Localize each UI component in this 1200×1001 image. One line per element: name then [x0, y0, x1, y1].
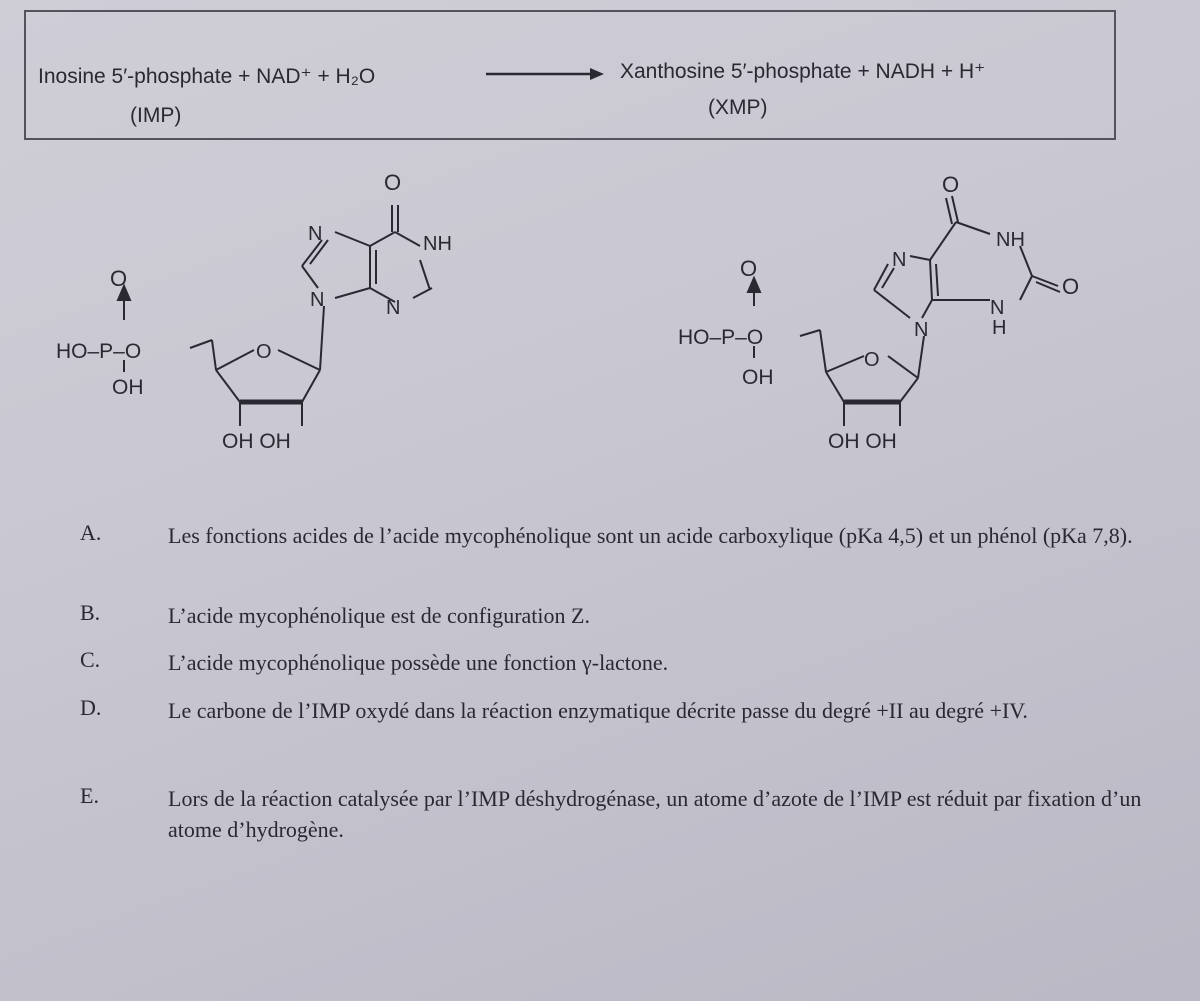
option-text: L’acide mycophénolique possède une fonction γ-lactone.: [168, 650, 669, 675]
xmp-n7-label: N: [892, 249, 907, 271]
imp-structure: [40, 160, 520, 460]
reaction-products: Xanthosine 5′-phosphate + NADH + H⁺: [620, 60, 986, 83]
imp-n9-label: N: [310, 289, 325, 311]
imp-carbonyl-o: O: [384, 170, 402, 195]
option-letter: C.: [80, 647, 101, 672]
imp-nh-label: NH: [423, 233, 452, 255]
xmp-phosphate-oh: OH: [742, 366, 774, 389]
imp-ribose-oh: OH OH: [222, 430, 291, 453]
imp-n3-label: N: [386, 297, 401, 319]
xmp-ribose-o: O: [864, 349, 880, 371]
xmp-n9-label: N: [914, 319, 929, 341]
xmp-h-label: H: [992, 317, 1007, 339]
option-text: L’acide mycophénolique est de configuration Z.: [168, 603, 590, 628]
option-letter: D.: [80, 695, 102, 720]
xmp-ribose-oh: OH OH: [828, 430, 897, 453]
reaction-reactants: Inosine 5′-phosphate + NAD⁺ + H₂O: [38, 65, 376, 88]
imp-ribose-o: O: [256, 341, 272, 363]
xmp-carbonyl-o: O: [942, 172, 960, 197]
imp-phosphate-oh: OH: [112, 376, 144, 399]
xmp-phosphate-label: HO–P–O: [678, 326, 764, 349]
imp-phosphoryl-o: O: [110, 266, 128, 291]
option-letter: E.: [80, 783, 99, 808]
imp-phosphate-label: HO–P–O: [56, 340, 142, 363]
xmp-structure: [660, 160, 1120, 460]
xmp-nh-label: NH: [996, 229, 1025, 251]
reaction-equation-box: [24, 10, 1116, 140]
xmp-phosphoryl-o: O: [740, 256, 758, 281]
xmp-c2-oxygen: O: [1062, 274, 1080, 299]
option-text: Le carbone de l’IMP oxydé dans la réaction enzymatique décrite passe du degré +II au degré +IV.: [168, 698, 1028, 723]
reactant-abbreviation: (IMP): [130, 104, 182, 127]
option-letter: B.: [80, 600, 101, 625]
option-text: Les fonctions acides de l’acide mycophénolique sont un acide carboxylique (pKa 4,5) et un phénol (pKa 7,8).: [168, 523, 1133, 548]
option-text: Lors de la réaction catalysée par l’IMP déshydrogénase, un atome d’azote de l’IMP est réduit par fixation d’un atome d’hydrogène.: [168, 786, 1142, 842]
product-abbreviation: (XMP): [708, 96, 768, 119]
imp-n7-label: N: [308, 223, 323, 245]
xmp-n3-label: N: [990, 297, 1005, 319]
reaction-arrow-icon: [486, 64, 606, 84]
option-letter: A.: [80, 520, 102, 545]
